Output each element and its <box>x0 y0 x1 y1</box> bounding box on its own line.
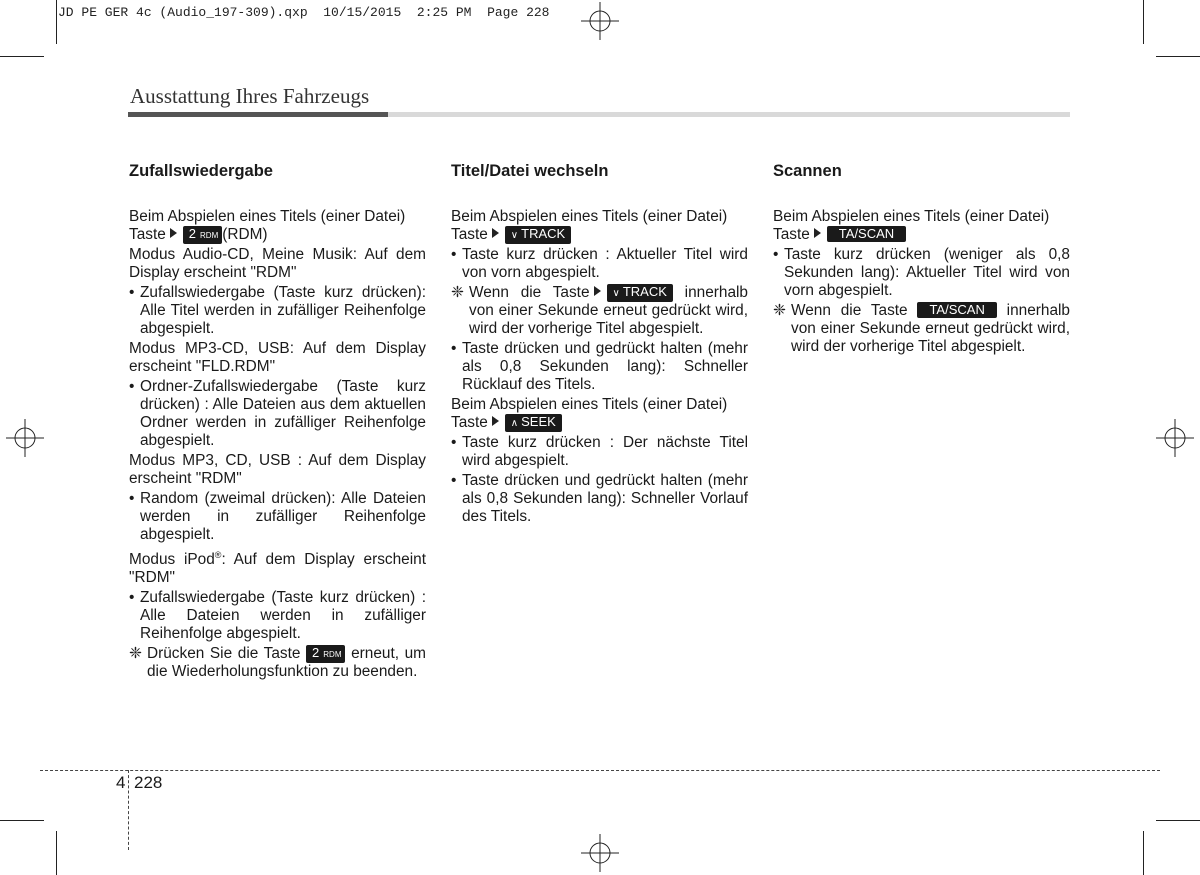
note-item: ❈ Wenn die Taste ∨ TRACK innerhalb von einer Sekunde erneut gedrückt wird, wird der vorherige Titel abgespielt. <box>451 284 748 337</box>
paragraph: Beim Abspielen eines Titels (einer Datei) Taste TA/SCAN <box>773 208 1050 243</box>
bullet-item: • Zufallswiedergabe (Taste kurz drücken): Alle Titel werden in zufälliger Reihenfolge abgespielt. <box>129 284 426 338</box>
paragraph: Modus MP3, CD, USB : Auf dem Display erscheint "RDM" <box>129 452 426 487</box>
seek-key-badge: ∧ SEEK <box>505 414 562 432</box>
crop-mark <box>56 0 57 44</box>
crop-mark <box>1143 0 1144 44</box>
play-arrow-icon <box>492 416 499 426</box>
bullet-item: • Taste drücken und gedrückt halten (mehr als 0,8 Sekunden lang): Schneller Rücklauf des Titels. <box>451 340 748 394</box>
bullet-item: • Zufallswiedergabe (Taste kurz drücken) : Alle Dateien werden in zufälliger Reihenfolge abgespielt. <box>129 589 426 643</box>
crop-mark <box>56 831 57 875</box>
registration-mark-right <box>1156 419 1194 457</box>
bullet-item: • Taste kurz drücken : Aktueller Titel wird von vorn abgespielt. <box>451 246 748 282</box>
note-item: ❈ Wenn die Taste TA/SCAN innerhalb von einer Sekunde erneut gedrückt wird, wird der vorherige Titel abgespielt. <box>773 302 1070 355</box>
track-key-badge: ∨ TRACK <box>607 284 673 302</box>
crop-mark <box>0 56 44 57</box>
registration-mark-bottom <box>581 834 619 872</box>
bullet-item: • Taste drücken und gedrückt halten (mehr als 0,8 Sekunden lang): Schneller Vorlauf des Titels. <box>451 472 748 526</box>
section-heading: Scannen <box>773 162 842 180</box>
crop-mark <box>1156 820 1200 821</box>
note-asterisk-icon: ❈ <box>129 645 142 663</box>
footer-rule <box>40 770 1160 771</box>
track-key-badge: ∨ TRACK <box>505 226 571 244</box>
running-head: Ausstattung Ihres Fahrzeugs <box>130 84 370 108</box>
crop-mark <box>1156 56 1200 57</box>
note-asterisk-icon: ❈ <box>451 284 464 301</box>
column-scan <box>773 160 1070 358</box>
play-arrow-icon <box>492 228 499 238</box>
rdm-key-badge: 2 RDM <box>183 226 222 244</box>
crop-mark <box>1143 831 1144 875</box>
paragraph: Modus MP3-CD, USB: Auf dem Display erscheint "FLD.RDM" <box>129 340 426 375</box>
chevron-down-icon: ∨ <box>510 230 519 241</box>
print-slug: JD PE GER 4c (Audio_197-309).qxp 10/15/2015 2:25 PM Page 228 <box>58 5 550 20</box>
chevron-down-icon: ∨ <box>612 288 620 299</box>
note-asterisk-icon: ❈ <box>773 302 786 319</box>
header-rule-accent <box>128 112 388 117</box>
page-number: 228 <box>134 773 163 792</box>
column-random-play <box>129 160 426 683</box>
registration-mark-left <box>6 419 44 457</box>
crop-mark <box>0 820 44 821</box>
scan-key-badge: TA/SCAN <box>917 302 996 318</box>
play-arrow-icon <box>170 228 177 238</box>
note-item: ❈ Drücken Sie die Taste 2 RDM erneut, um die Wiederholungsfunktion zu beenden. <box>129 645 426 681</box>
chevron-up-icon: ∧ <box>510 418 519 429</box>
play-arrow-icon <box>814 228 821 238</box>
bullet-item: • Random (zweimal drücken): Alle Dateien werden in zufälliger Reihenfolge abgespielt. <box>129 490 426 544</box>
bullet-item: • Taste kurz drücken : Der nächste Titel wird abgespielt. <box>451 434 748 470</box>
bullet-item: • Ordner-Zufallswiedergabe (Taste kurz drücken) : Alle Dateien aus dem aktuellen Ordner werden in zufälliger Reihenfolge abgespielt. <box>129 378 426 450</box>
play-arrow-icon <box>594 286 601 296</box>
footer-divider <box>128 770 129 850</box>
column-track-change <box>451 160 748 528</box>
chapter-number: 4 <box>116 773 126 792</box>
paragraph: Beim Abspielen eines Titels (einer Datei) Taste 2 RDM (RDM) <box>129 208 406 243</box>
section-heading: Zufallswiedergabe <box>129 162 273 180</box>
section-heading: Titel/Datei wechseln <box>451 162 609 180</box>
paragraph: Modus Audio-CD, Meine Musik: Auf dem Display erscheint "RDM" <box>129 246 426 281</box>
scan-key-badge: TA/SCAN <box>827 226 906 242</box>
paragraph: Beim Abspielen eines Titels (einer Datei) Taste ∧ SEEK <box>451 396 728 431</box>
paragraph: Beim Abspielen eines Titels (einer Datei) Taste ∨ TRACK <box>451 208 728 243</box>
rdm-key-badge: 2 RDM <box>306 645 345 663</box>
paragraph: Modus iPod®: Auf dem Display erscheint "RDM" <box>129 550 426 587</box>
bullet-item: • Taste kurz drücken (weniger als 0,8 Sekunden lang): Aktueller Titel wird von vorn abgespielt. <box>773 246 1070 300</box>
registration-mark-top <box>581 2 619 40</box>
